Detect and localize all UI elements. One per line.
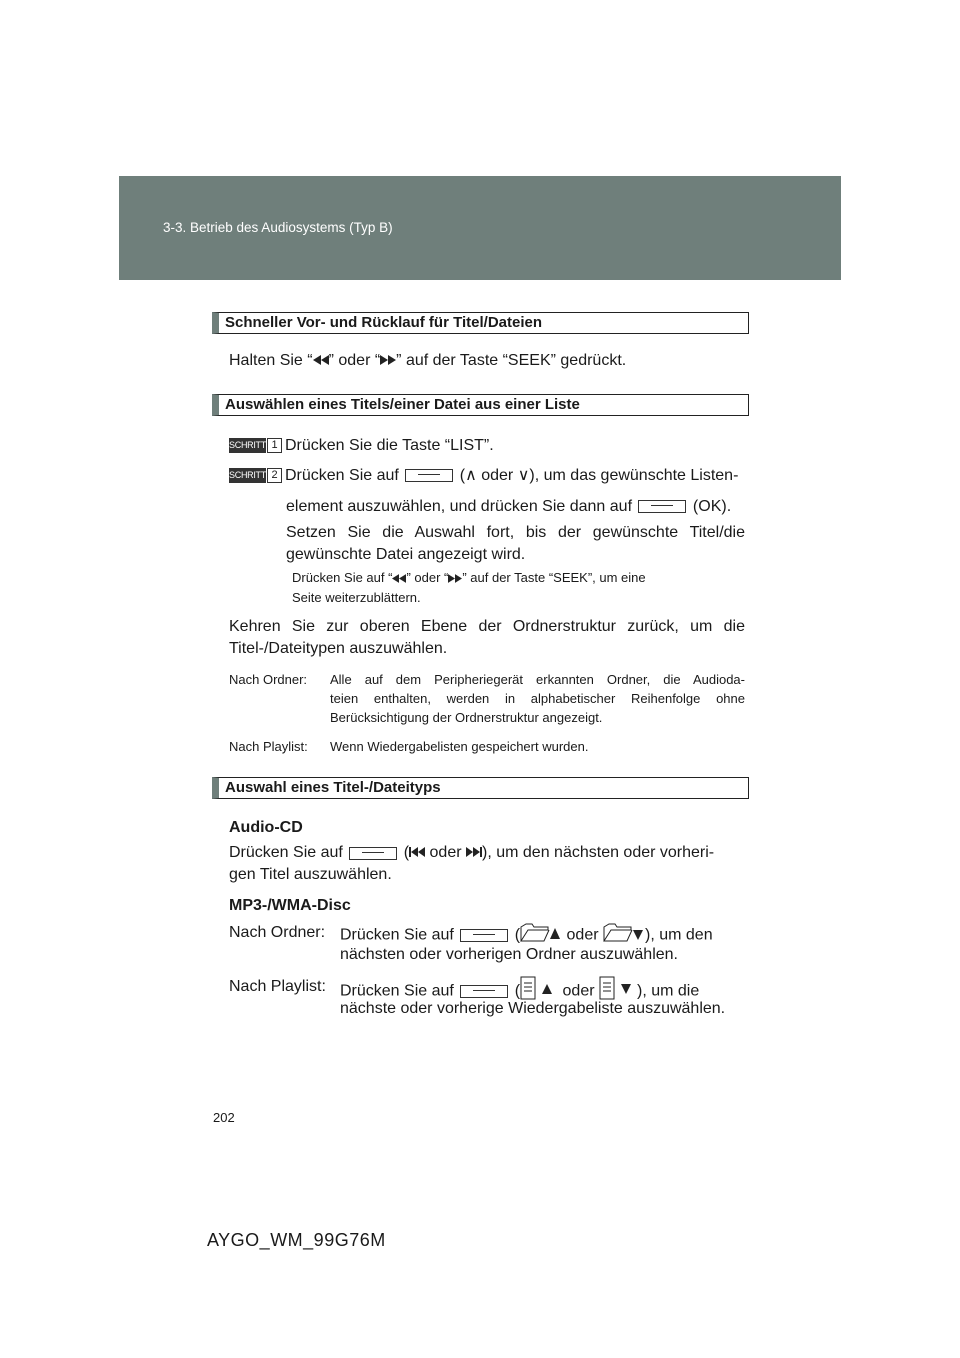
return-text-line-1: Kehren Sie zur oberen Ebene der Ordnerstruktur zurück, um die	[229, 618, 745, 635]
page-number: 202	[213, 1110, 235, 1125]
fast-forward-icon	[380, 350, 396, 372]
s1-text-c: ” auf der Taste “SEEK” gedrückt.	[396, 352, 627, 370]
step-2-note-line-2: Seite weiterzublättern.	[292, 590, 421, 605]
rewind-icon	[392, 569, 406, 588]
breadcrumb: 3-3. Betrieb des Audiosystems (Typ B)	[163, 220, 393, 235]
step-2-line-3: Setzen Sie die Auswahl fort, bis der gewünschte Titel/die	[286, 524, 745, 541]
previous-track-icon	[409, 842, 425, 864]
step-badge-2: SCHRITT 2	[229, 468, 281, 483]
folder-label: Nach Ordner:	[229, 924, 326, 941]
ordner-line-1: Alle auf dem Peripheriegerät erkannten Ordner, die Audioda-	[330, 672, 745, 687]
audio-cd-line-2: gen Titel auszuwählen.	[229, 866, 392, 883]
playlist-type-line-2: nächste oder vorherige Wiedergabeliste auszuwählen.	[340, 1000, 726, 1017]
step-badge-1: SCHRITT 1	[229, 438, 281, 453]
step-2-text-b: (∧ oder ∨), um das gewünschte Listen-	[459, 467, 739, 484]
document-code: AYGO_WM_99G76M	[207, 1230, 386, 1250]
audio-cd-heading: Audio-CD	[229, 819, 303, 836]
s1-text-b: ” oder “	[328, 352, 381, 370]
audio-cd-text: Drücken Sie auf ( oder ), um den nächsten oder vorheri-	[229, 842, 745, 864]
tune-button-icon	[638, 500, 686, 513]
folder-text: Drücken Sie auf ( oder ), um den	[340, 922, 713, 949]
section-heading-list-select: Auswählen eines Titels/einer Datei aus einer Liste	[212, 394, 749, 416]
folder-line-2: nächsten oder vorherigen Ordner auszuwählen.	[340, 946, 678, 963]
mp3-heading: MP3-/WMA-Disc	[229, 897, 351, 914]
s1-text	[229, 350, 626, 372]
tune-button-icon	[405, 469, 453, 482]
step-2	[229, 465, 738, 487]
return-text-line-2: Titel-/Dateitypen auszuwählen.	[229, 640, 448, 657]
playlist-label: Nach Playlist:	[229, 739, 308, 754]
playlist-type-label: Nach Playlist:	[229, 978, 326, 995]
step-2-line-2: element auszuwählen, und drücken Sie dann auf (OK).	[286, 498, 732, 515]
playlist-type-text: Drücken Sie auf ( oder ), um die	[340, 976, 699, 1007]
s1-text-a: Halten Sie “	[229, 352, 313, 370]
next-track-icon	[466, 842, 482, 864]
step-1	[229, 435, 494, 457]
rewind-icon	[313, 350, 329, 372]
ordner-line-2: teien enthalten, werden in alphabetischer Reihenfolge ohne	[330, 691, 745, 706]
ordner-label: Nach Ordner:	[229, 672, 308, 687]
fast-forward-icon	[448, 569, 462, 588]
ordner-line-3: Berücksichtigung der Ordnerstruktur angezeigt.	[330, 710, 603, 725]
section-heading-type-select: Auswahl eines Titel-/Dateityps	[212, 777, 749, 799]
section-heading-fast-forward: Schneller Vor- und Rücklauf für Titel/Dateien	[212, 312, 749, 334]
seek-button-icon	[349, 847, 397, 860]
seek-button-icon	[460, 985, 508, 998]
seek-button-icon	[460, 929, 508, 942]
step-2-text-a: Drücken Sie auf	[285, 467, 399, 484]
step-1-text: Drücken Sie die Taste “LIST”.	[285, 437, 494, 454]
playlist-text: Wenn Wiedergabelisten gespeichert wurden.	[330, 739, 589, 754]
step-2-line-4: gewünschte Datei angezeigt wird.	[286, 546, 526, 563]
step-2-note: Drücken Sie auf “ ” oder “ ” auf der Taste “SEEK”, um eine	[292, 568, 745, 588]
